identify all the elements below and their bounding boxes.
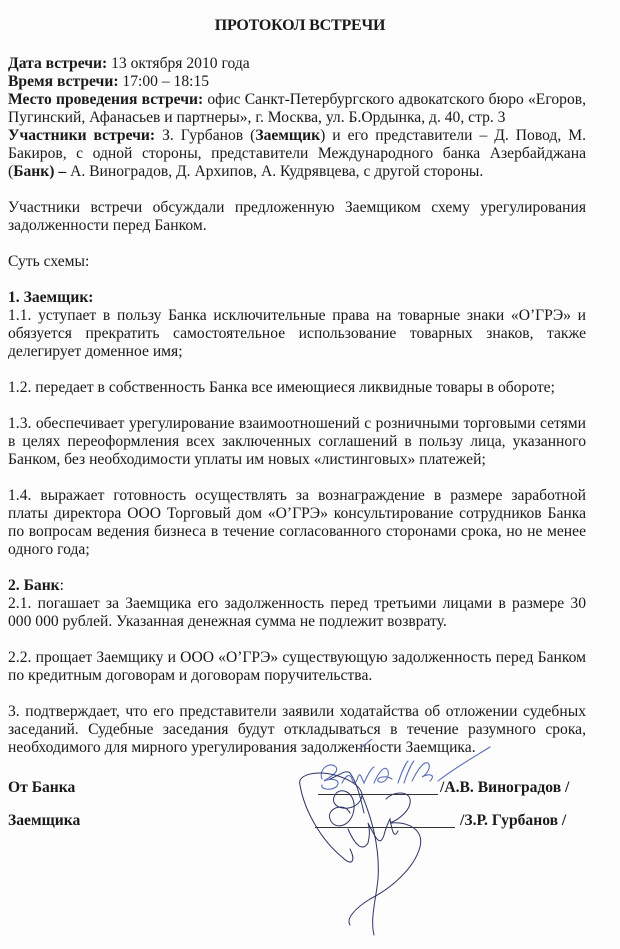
meeting-place-value: офис Санкт-Петербургского адвокатского бюро «Егоров, Пугинский, Афанасьев и партнеры», г. Москва, ул. Б.Ордынка, д. 40, стр. 3	[8, 91, 586, 126]
signature-name-bank: /А.В. Виноградов /	[440, 779, 570, 796]
section1-item: 1.2. передает в собственность Банка все имеющиеся ликвидные товары в обороте;	[8, 379, 555, 396]
section1-heading-text: 1. Заемщик:	[8, 289, 94, 306]
scheme-heading: Суть схемы:	[8, 253, 90, 270]
meeting-date	[8, 55, 586, 73]
section2-item: 2.2. прощает Заемщику и ООО «О’ГРЭ» существующую задолженность перед Банком по кредитным договорам и договорам поручительства.	[8, 649, 586, 684]
participants-text-1: З. Гурбанов (	[155, 127, 256, 144]
section2-heading-colon: :	[59, 577, 65, 594]
signature-row-borrower	[8, 812, 608, 830]
signature-name-borrower: /З.Р. Гурбанов /	[460, 812, 567, 829]
signature-label-bank: От Банка	[8, 779, 76, 796]
participants-bank: Банк) –	[13, 163, 67, 180]
section1-item: 1.3. обеспечивает урегулирование взаимоотношений с розничными торговыми сетями в целях переоформления всех заключенных соглашений в пользу лица, указанного Банком, без необходимости уплаты им новых «листинговых» платежей;	[8, 415, 586, 468]
meeting-time-value: 17:00 – 18:15	[118, 73, 210, 90]
meeting-date-value: 13 октября 2010 года	[107, 55, 250, 72]
participants-label: Участники встречи:	[8, 127, 156, 144]
section1-heading	[8, 289, 586, 307]
signature-line-bank	[318, 794, 438, 795]
participants-borrower: Заемщик	[255, 127, 321, 144]
signature-line-borrower	[315, 827, 455, 828]
section2-heading-text: 2. Банк	[8, 577, 60, 594]
intro-paragraph: Участники встречи обсуждали предложенную Заемщиком схему урегулирования задолженности перед Банком.	[8, 199, 586, 234]
signature-row-bank	[8, 779, 608, 797]
meeting-place	[8, 91, 586, 127]
section1-item: 1.1. уступает в пользу Банка исключительные права на товарные знаки «О’ГРЭ» и обязуется прекратить самостоятельное использование товарных знаков, также делегирует доменное имя;	[8, 307, 586, 360]
meeting-time-label: Время встречи:	[8, 73, 119, 90]
section2-item: 3. подтверждает, что его представители заявили ходатайства об отложении судебных заседаний. Судебные заседания будут откладываться в течение разумного срока, необходимого для мирного урегулирования задолженности Заемщика.	[8, 703, 586, 756]
meeting-time	[8, 73, 586, 91]
participants-text-3: А. Виноградов, Д. Архипов, А. Кудрявцева, с другой стороны.	[66, 163, 484, 180]
document-title: ПРОТОКОЛ ВСТРЕЧИ	[214, 17, 386, 34]
signature-block	[8, 779, 608, 949]
meeting-place-label: Место проведения встречи:	[8, 91, 204, 108]
signature-label-borrower: Заемщика	[8, 812, 81, 829]
section2-item: 2.1. погашает за Заемщика его задолженность перед третьими лицами в размере 30 000 000 рублей. Указанная денежная сумма не подлежит возврату.	[8, 595, 586, 630]
section2-heading	[8, 577, 586, 595]
meeting-date-label: Дата встречи:	[8, 55, 108, 72]
section1-item: 1.4. выражает готовность осуществлять за вознаграждение в размере заработной платы директора ООО Торговый дом «О’ГРЭ» консультирование сотрудников Банка по вопросам ведения бизнеса в течение согласованного сторонами срока, но не менее одного года;	[8, 487, 586, 558]
document-body	[8, 55, 586, 757]
participants-text-2: ) и его представители – Д. Повод, М. Бакиров, с одной стороны, представители Международного банка Азербайджана (	[8, 127, 587, 180]
handwritten-signatures	[290, 739, 530, 939]
meeting-participants	[8, 127, 586, 181]
